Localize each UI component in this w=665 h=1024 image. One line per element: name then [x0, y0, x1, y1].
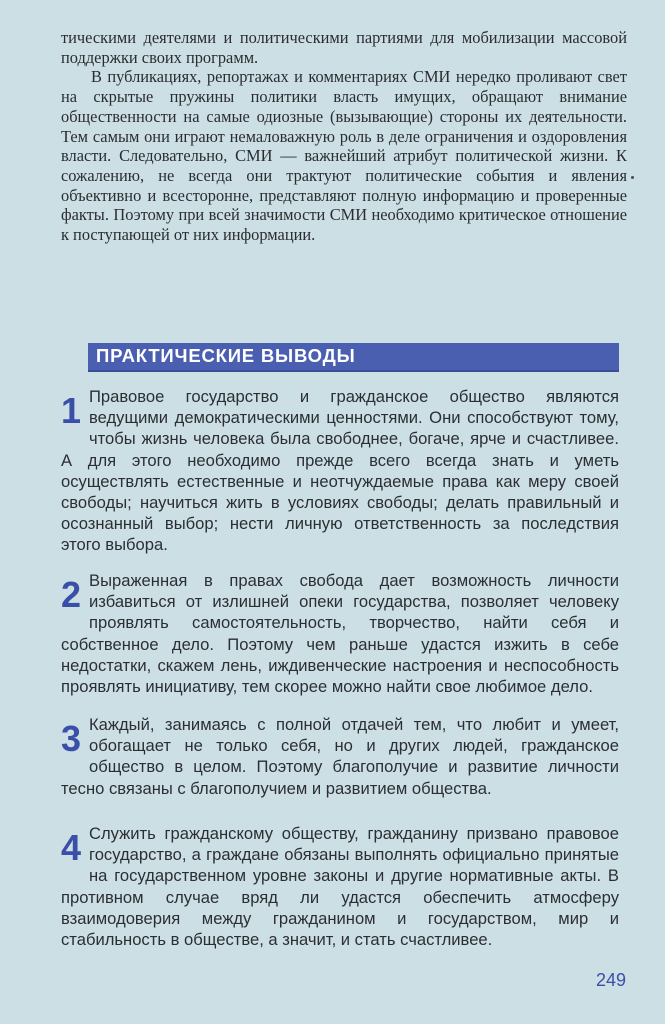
intro-text: [61, 28, 627, 245]
conclusion-item-1: [61, 386, 619, 556]
margin-dot: [631, 176, 634, 179]
conclusion-text: Правовое государство и гражданское общество являются ведущими демократическими ценностями. Они способствуют тому, чтобы жизнь человека была свободнее, богаче, ярче и счастливее. А для этого необходимо прежде всего всегда знать и уметь осуществлять естественные и неотчуждаемые права как меру своей свободы; научиться жить в условиях свободы; делать правильный и осознанный выбор; нести личную ответственность за последствия этого выбора.: [61, 387, 619, 555]
section-title: ПРАКТИЧЕСКИЕ ВЫВОДЫ: [96, 345, 356, 366]
conclusion-text: Служить гражданскому обществу, гражданину призвано правовое государство, а граждане обязаны выполнять официально принятые на государственном уровне законы и другие нормативные акты. В противном случае вряд ли удастся обеспечить атмосферу взаимодоверия между гражданином и государством, мир и стабильность в обществе, а значит, и стать счастливее.: [61, 824, 619, 950]
section-banner: [88, 343, 619, 372]
intro-paragraph-1: тическими деятелями и политическими партиями для мобилизации массовой поддержки своих программ.: [61, 28, 627, 67]
conclusion-number: 3: [61, 718, 82, 759]
conclusion-item-2: [61, 570, 619, 697]
conclusion-number: 4: [61, 827, 82, 868]
intro-paragraph-2: В публикациях, репортажах и комментариях СМИ нередко проливают свет на скрытые пружины политики власть имущих, обращают внимание общественности на самые одиозные (вызывающие) стороны их деятельности. Тем самым они играют немаловажную роль в деле ограничения и оздоровления власти. Следовательно, СМИ — важнейший атрибут политической жизни. К сожалению, не всегда они трактуют политические события и явления объективно и всесторонне, представляют полную информацию и проверенные факты. Поэтому при всей значимости СМИ необходимо критическое отношение к поступающей от них информации.: [61, 67, 627, 245]
conclusion-text: Каждый, занимаясь с полной отдачей тем, что любит и умеет, обогащает не только себя, но и других людей, гражданское общество в целом. Поэтому благополучие и развитие личности тесно связаны с благополучием и развитием общества.: [61, 715, 619, 798]
conclusion-number: 2: [61, 574, 82, 615]
conclusion-number: 1: [61, 390, 82, 431]
conclusion-item-4: [61, 823, 619, 950]
page-number: 249: [596, 970, 627, 990]
conclusion-item-3: [61, 714, 619, 799]
conclusion-text: Выраженная в правах свобода дает возможность личности избавиться от излишней опеки государства, позволяет человеку проявлять самостоятельность, творчество, найти себя и собственное дело. Поэтому чем раньше удастся изжить в себе недостатки, скажем лень, иждивенческие настроения и неспособность проявлять инициативу, тем скорее можно найти свое любимое дело.: [61, 571, 619, 697]
